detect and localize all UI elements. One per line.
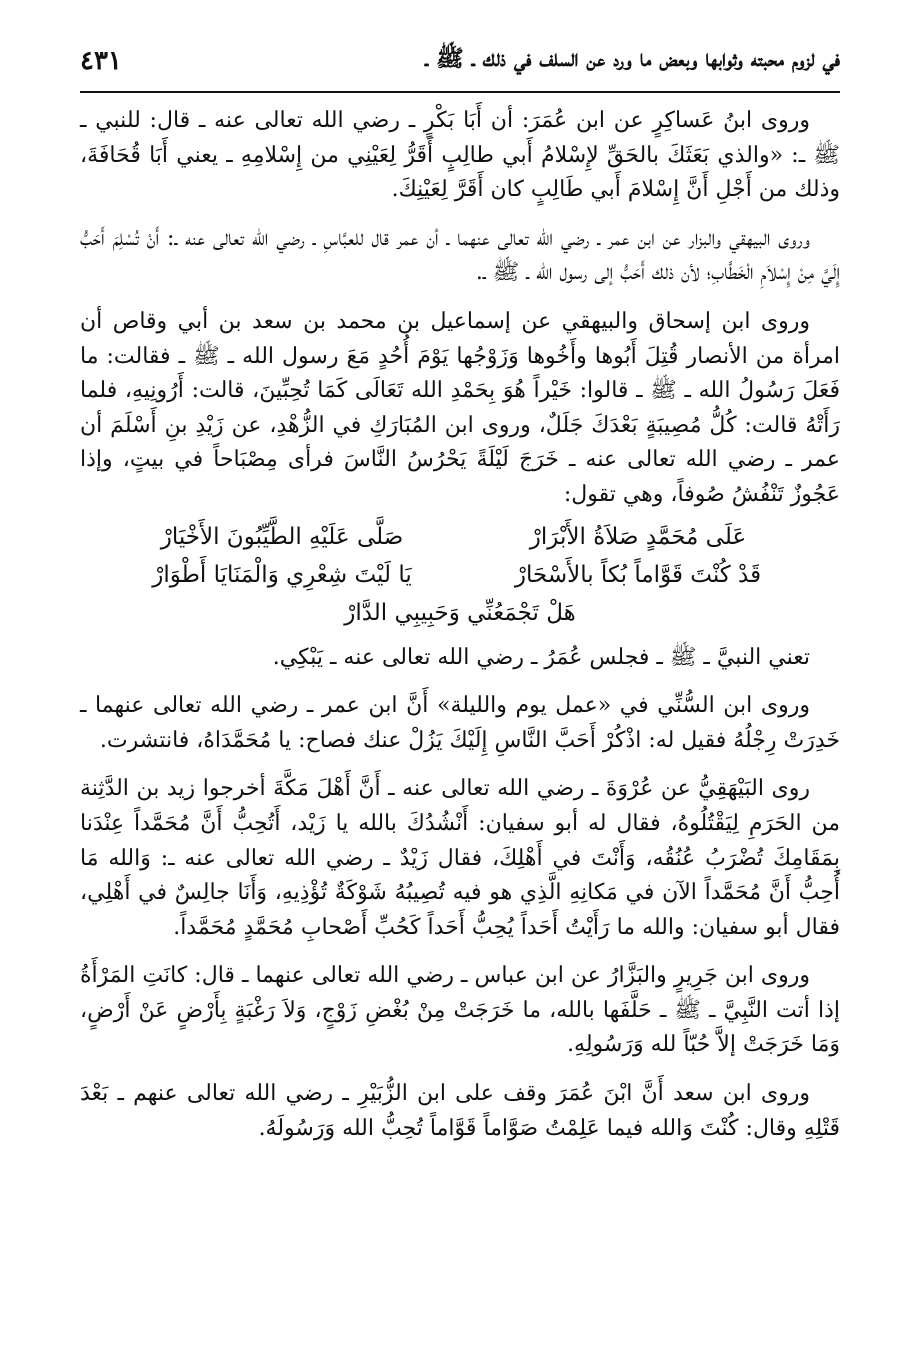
paragraph: وروى ابن إسحاق والبيهقي عن إسماعيل بن محمد بن سعد بن أبي وقاص أن امرأة من الأنصار قُتِلَ أَبُوها وأَخُوها وَزَوْجُها يَوْمَ أُحُدٍ مَعَ رسول الله ـ ﷺ ـ فقالت: ما فَعَلَ رَسُولُ الله ـ ﷺ ـ قالوا: خَيْراً هُوَ بِحَمْدِ الله تَعَالَى كَمَا تُحِبِّينَ، قالت: أَرُونِيهِ، فلما رَأَتْهُ قالت: كُلُّ مُصِيبَةٍ بَعْدَكَ جَلَلٌ، وروى ابن المُبَارَكِ في الزُّهْدِ، عن زَيْدِ بنِ أَسْلَمَ أن عمر ـ رضي الله تعالى عنه ـ خَرَجَ لَيْلَةً يَحْرُسُ النَّاسَ فرأى مِصْبَاحاً في بيتٍ، وإذا عَجُوزٌ تَنْفُشُ صُوفاً، وهي تقول: (80, 308, 840, 507)
paragraph: وروى ابن سعد أَنَّ ابْنَ عُمَرَ وقف على ابن الزُّبَيْرِ ـ رضي الله تعالى عنهم ـ بَعْدَ قَتْلِهِ وقال: كُنْتَ وَالله فيما عَلِمْتُ صَوَّاماً قَوَّاماً تُحِبُّ الله وَرَسُولَهُ. (80, 1081, 840, 1141)
paragraph: وروى ابن السُّنِّي في «عمل يوم والليلة» أَنَّ ابن عمر ـ رضي الله تعالى عنهما ـ خَدِرَتْ رِجْلُهُ فقيل له: اذْكُرْ أَحَبَّ النَّاسِ إِلَيْكَ يَزُلْ عنك فصاح: يا مُحَمَّدَاهُ، فانتشرت. (80, 693, 840, 753)
verse-hemistich: قَدْ كُنْتَ قَوَّاماً بُكاً بالأَسْحَارْ (514, 562, 762, 589)
paragraph: روى البَيْهَقِيُّ عن عُرْوَةَ ـ رضي الله تعالى عنه ـ أَنَّ أَهْلَ مَكَّةَ أخرجوا زيد بن الدَّثِنة من الحَرَمِ لِيَقْتُلُوهُ، فقال له أبو سفيان: أَنْشُدُكَ بالله يا زَيْد، أَتُحِبُّ أَنَّ مُحَمَّداً عِنْدَنا بِمَقَامِكَ تُضْرَبُ عُنُقُه، وَأَنْتَ في أَهْلِكَ، فقال زَيْدٌ ـ رضي الله تعالى عنه ـ: وَالله مَا أُحِبُّ أَنَّ مُحَمَّداً الآن في مَكانِهِ الَّذِي هو فيه تُصِيبُهُ شَوْكَةٌ تُؤْذِيهِ، وَأَنَا جالِسٌ في أَهْلِي، فقال أبو سفيان: والله ما رَأَيْتُ أَحَداً يُحِبُّ أَحَداً كَحُبِّ أَصْحابِ مُحَمَّدٍ مُحَمَّداً. (80, 776, 840, 940)
main-text (80, 104, 840, 1160)
paragraph: تعني النبيَّ ـ ﷺ ـ فجلس عُمَرُ ـ رضي الله تعالى عنه ـ يَبْكِي. (272, 644, 810, 670)
page-number: ٤٣١ (80, 46, 122, 76)
poem-verse (80, 557, 840, 595)
poem-verse (80, 519, 840, 557)
header-rule (80, 91, 840, 93)
verse-hemistich: هَلْ تَجْمَعُنِّي وَحَبِيبِي الدَّارْ (344, 600, 576, 627)
verse-hemistich: يَا لَيْتَ شِعْرِي وَالْمَنَايَا أَطْوَارْ (152, 562, 412, 589)
poem (80, 519, 840, 633)
poem-verse (80, 595, 840, 633)
header-title: في لزوم محبته وثوابها وبعض ما ورد عن السلف في ذلك ـ ﷺ ـ (425, 45, 840, 72)
verse-hemistich: صَلَّى عَلَيْهِ الطَّيِّبُونَ الأَخْيَارْ (160, 524, 404, 551)
paragraph: وروى البيهقي والبزار عن ابن عمر ـ رضي الله تعالى عنهما ـ أن عمر قال للعبَّاسِ ـ رضي الله تعالى عنه ـ: أَنْ تُسْلِمَ أَحَبُّ إِلَيَّ مِنْ إِسْلاَمِ الْخَطَّابِ؛ لأن ذلك أَحَبُّ إلى رسول الله ـ ﷺ ـ. (80, 225, 840, 286)
running-header (80, 36, 840, 86)
paragraph: وروى ابن جَرِيرٍ والبَزَّارُ عن ابن عباس ـ رضي الله تعالى عنهما ـ قال: كانَتِ المَرْأَةُ إذا أتت النَّبِيَّ ـ ﷺ ـ حَلَّفَها بالله، ما خَرَجَتْ مِنْ بُغْضِ زَوْجٍ، وَلاَ رَغْبَةٍ بِأَرْضٍ عَنْ أَرْضٍ، وَمَا خَرَجَتْ إلاَّ حُبّاً لله وَرَسُولِهِ. (80, 963, 840, 1058)
paragraph: وروى ابنُ عَساكِرٍ عن ابن عُمَرَ: أن أَبَا بَكْرٍ ـ رضي الله تعالى عنه ـ قال: للنبي ـ ﷺ ـ: «والذي بَعَثَكَ بالحَقِّ لإِسْلامُ أَبي طالِبٍ أَقَرُّ لِعَيْنِي من إِسْلامِهِ ـ يعني أَبَا قُحَافَةَ، وذلك من أَجْلِ أَنَّ إِسْلامَ أَبي طَالِبٍ كان أَقَرَّ لِعَيْنِكَ. (80, 108, 840, 203)
verse-hemistich: عَلَى مُحَمَّدٍ صَلاَةُ الأَبْرَارْ (529, 524, 747, 551)
